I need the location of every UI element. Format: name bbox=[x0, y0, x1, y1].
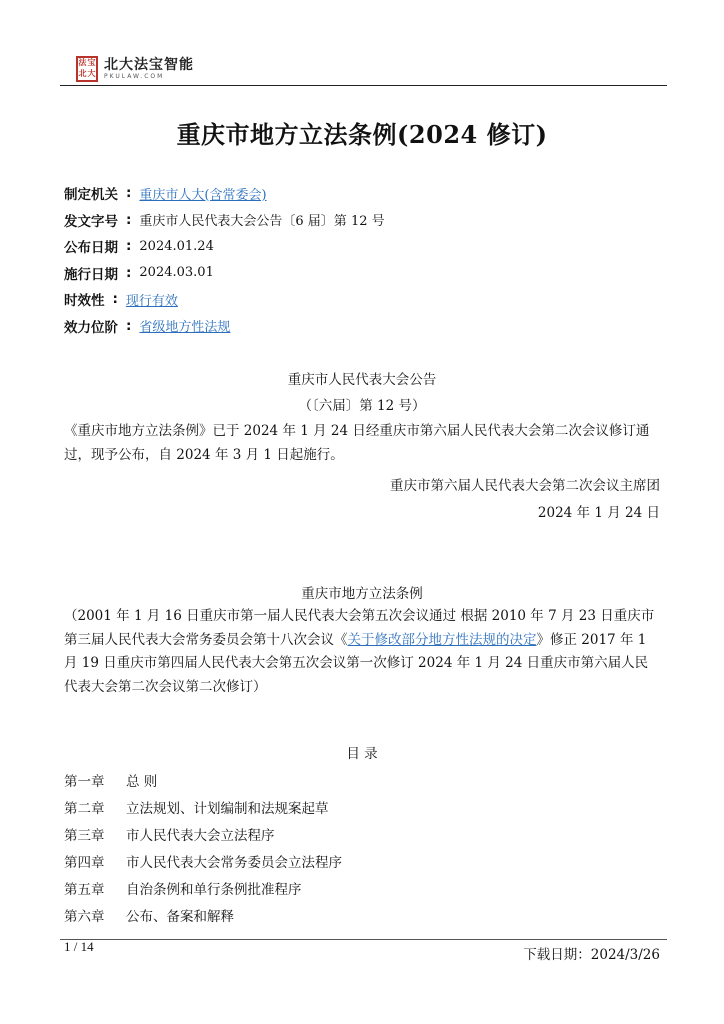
meta-row-validity bbox=[64, 286, 385, 313]
toc-item[interactable] bbox=[64, 766, 342, 793]
header-divider bbox=[60, 85, 667, 86]
validity-link[interactable]: 现行有效 bbox=[125, 293, 178, 309]
meta-label: 时效性 bbox=[64, 293, 105, 310]
law-history bbox=[64, 605, 660, 699]
toc-item[interactable] bbox=[64, 847, 342, 874]
meta-row-effective-date bbox=[64, 260, 385, 287]
meta-colon: : bbox=[112, 291, 118, 308]
announcement-number: （〔六届〕第 12 号） bbox=[298, 398, 426, 414]
seal-char: 宝 bbox=[87, 58, 96, 67]
meta-label: 发文字号 bbox=[64, 213, 118, 230]
pkulaw-logo bbox=[76, 54, 194, 84]
logo-name: 北大法宝智能 bbox=[104, 57, 194, 73]
seal-char: 法 bbox=[78, 58, 87, 67]
toc-chapter: 第四章 bbox=[64, 854, 105, 871]
toc-title: 自治条例和单行条例批准程序 bbox=[126, 881, 302, 898]
download-date: 下载日期：2024/3/26 bbox=[523, 947, 660, 963]
toc-chapter: 第二章 bbox=[64, 800, 105, 817]
toc-chapter: 第六章 bbox=[64, 908, 105, 925]
logo-subtitle: PKULAW.COM bbox=[104, 73, 165, 80]
meta-colon: : bbox=[126, 185, 132, 202]
footer-divider bbox=[60, 939, 667, 940]
meta-label: 施行日期 bbox=[64, 266, 118, 283]
announcement-heading: 重庆市人民代表大会公告 bbox=[287, 372, 437, 388]
meta-colon: : bbox=[126, 211, 132, 228]
law-heading: 重庆市地方立法条例 bbox=[301, 586, 423, 602]
toc-title: 市人民代表大会常务委员会立法程序 bbox=[126, 854, 342, 871]
amendment-decision-link[interactable]: 关于修改部分地方性法规的决定 bbox=[347, 631, 537, 648]
toc-chapter: 第一章 bbox=[64, 773, 105, 790]
meta-label: 效力位阶 bbox=[64, 319, 118, 336]
meta-colon: : bbox=[126, 317, 132, 334]
toc-title: 市人民代表大会立法程序 bbox=[126, 827, 275, 844]
document-title: 重庆市地方立法条例(2024 修订) bbox=[176, 120, 548, 149]
toc-title: 公布、备案和解释 bbox=[126, 908, 234, 925]
enacting-body-link[interactable]: 重庆市人大(含常委会) bbox=[139, 187, 267, 203]
toc-item[interactable] bbox=[64, 820, 342, 847]
meta-row-document-number bbox=[64, 207, 385, 234]
toc-item[interactable] bbox=[64, 874, 342, 901]
announcement-signer: 重庆市第六届人民代表大会第二次会议主席团 bbox=[390, 478, 660, 494]
legal-rank-link[interactable]: 省级地方性法规 bbox=[139, 320, 231, 336]
history-text-before: （2001 年 1 月 16 日重庆市第一届人民代表大会第五次会议通过 根据 2010 年 7 月 23 日重庆市第三届人民代表大会常务委员会第十八次会议《 bbox=[64, 608, 655, 648]
publish-date: 2024.01.24 bbox=[139, 238, 214, 254]
toc-chapter: 第三章 bbox=[64, 827, 105, 844]
toc-title: 立法规划、计划编制和法规案起草 bbox=[126, 800, 329, 817]
seal-char: 大 bbox=[87, 69, 96, 78]
announcement-date: 2024 年 1 月 24 日 bbox=[537, 505, 660, 521]
document-number: 重庆市人民代表大会公告〔6 届〕第 12 号 bbox=[139, 214, 385, 230]
meta-row-enacting-body bbox=[64, 180, 385, 207]
toc-title: 总 则 bbox=[126, 773, 158, 790]
meta-row-legal-rank bbox=[64, 313, 385, 340]
meta-row-publish-date bbox=[64, 233, 385, 260]
table-of-contents bbox=[64, 766, 342, 928]
seal-char: 北 bbox=[78, 69, 87, 78]
history-text-after: 》修正 2017 年 1 月 19 日重庆市第四届人民代表大会第五次会议第一次修订 2024 年 1 月 24 日重庆市第六届人民代表大会第二次会议第二次修订） bbox=[64, 631, 649, 695]
meta-label: 公布日期 bbox=[64, 240, 118, 257]
announcement-body: 《重庆市地方立法条例》已于 2024 年 1 月 24 日经重庆市第六届人民代表大会第二次会议修订通过，现予公布，自 2024 年 3 月 1 日起施行。 bbox=[64, 423, 650, 463]
toc-heading: 目 录 bbox=[346, 746, 378, 762]
seal-icon bbox=[76, 56, 98, 82]
meta-label: 制定机关 bbox=[64, 187, 118, 204]
toc-chapter: 第五章 bbox=[64, 881, 105, 898]
meta-colon: : bbox=[126, 264, 132, 281]
toc-item[interactable] bbox=[64, 793, 342, 820]
meta-colon: : bbox=[126, 238, 132, 255]
effective-date: 2024.03.01 bbox=[139, 265, 214, 281]
toc-item[interactable] bbox=[64, 901, 342, 928]
metadata-list bbox=[64, 180, 385, 339]
page-number: 1 / 14 bbox=[64, 939, 94, 954]
